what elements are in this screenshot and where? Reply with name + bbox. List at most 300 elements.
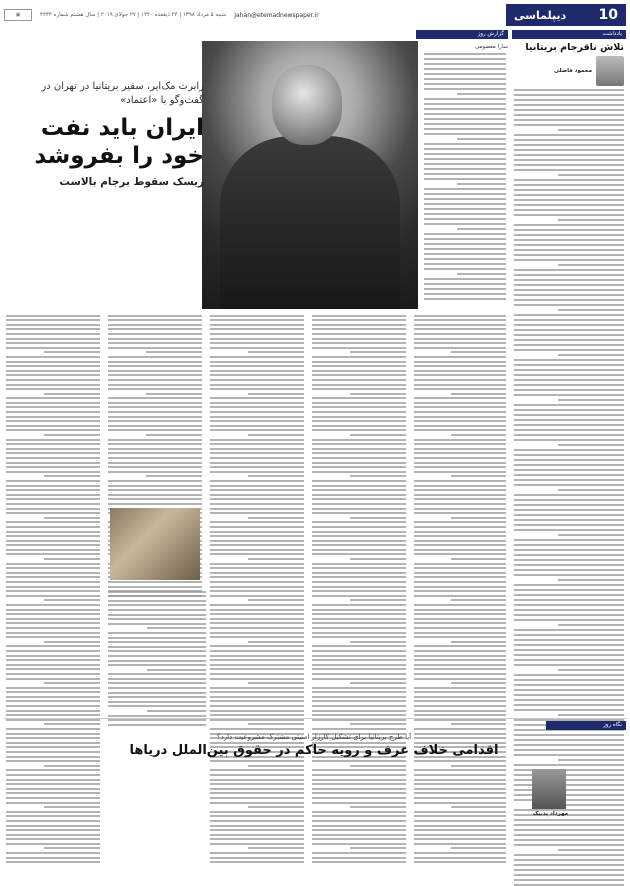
- photo-figure-suit: [220, 136, 400, 309]
- text-line: [414, 553, 506, 555]
- text-line: [108, 333, 202, 335]
- text-line: [514, 834, 624, 836]
- text-line: [558, 354, 624, 356]
- text-line: [312, 338, 406, 340]
- text-line: [210, 347, 304, 349]
- text-line: [514, 164, 624, 166]
- text-line: [108, 365, 202, 367]
- text-line: [6, 696, 100, 698]
- text-line: [414, 673, 506, 675]
- text-line: [210, 563, 304, 565]
- text-line: [6, 595, 100, 597]
- text-line: [414, 627, 506, 629]
- text-line: [312, 696, 406, 698]
- text-line: [6, 338, 100, 340]
- text-line: [514, 604, 624, 606]
- feature-byline: سارا معصومی: [475, 44, 508, 50]
- text-line: [312, 347, 406, 349]
- text-line: [210, 324, 304, 326]
- text-line: [414, 595, 506, 597]
- text-line: [6, 315, 100, 317]
- text-line: [514, 654, 624, 656]
- text-line: [558, 669, 624, 671]
- text-line: [514, 204, 624, 206]
- text-line: [210, 498, 304, 500]
- text-line: [414, 710, 506, 712]
- text-line: [312, 710, 406, 712]
- text-line: [108, 374, 202, 376]
- text-line: [210, 429, 304, 431]
- text-line: [210, 397, 304, 399]
- text-line: [6, 521, 100, 523]
- text-line: [44, 558, 100, 560]
- text-line: [514, 374, 624, 376]
- text-line: [424, 108, 506, 110]
- text-line: [514, 154, 624, 156]
- text-line: [414, 540, 506, 542]
- text-line: [514, 89, 624, 91]
- text-line: [514, 259, 624, 261]
- text-line: [210, 590, 304, 592]
- text-line: [312, 659, 406, 661]
- page-number: 10: [598, 7, 618, 23]
- text-line: [44, 393, 100, 395]
- text-line: [108, 715, 206, 717]
- text-line: [414, 429, 506, 431]
- text-line: [414, 586, 506, 588]
- text-line: [44, 682, 100, 684]
- text-line: [424, 173, 506, 175]
- text-line: [451, 641, 506, 643]
- text-line: [424, 113, 506, 115]
- header-url[interactable]: Jahan@etemadnewspaper.ir: [234, 11, 319, 19]
- text-line: [210, 636, 304, 638]
- text-line: [312, 852, 406, 854]
- feature-headline: ایران باید نفت خود را بفروشد: [34, 115, 204, 169]
- text-line: [312, 691, 406, 693]
- text-line: [414, 397, 506, 399]
- text-line: [424, 218, 506, 220]
- text-line: [6, 622, 100, 624]
- text-line: [108, 637, 206, 639]
- text-line: [514, 449, 624, 451]
- text-line: [210, 820, 304, 822]
- text-line: [6, 411, 100, 413]
- text-line: [210, 406, 304, 408]
- text-line: [210, 443, 304, 445]
- text-column-5: [412, 312, 508, 712]
- text-line: [514, 474, 624, 476]
- text-line: [210, 457, 304, 459]
- text-line: [424, 68, 506, 70]
- text-line: [6, 361, 100, 363]
- text-line: [312, 535, 406, 537]
- text-line: [210, 586, 304, 588]
- text-line: [210, 613, 304, 615]
- text-line: [514, 639, 624, 641]
- text-line: [210, 521, 304, 523]
- text-line: [210, 402, 304, 404]
- header-meta: [4, 9, 506, 21]
- text-line: [514, 124, 624, 126]
- text-line: [514, 364, 624, 366]
- text-line: [312, 595, 406, 597]
- text-line: [414, 319, 506, 321]
- text-line: [6, 857, 100, 859]
- text-line: [424, 208, 506, 210]
- text-line: [514, 634, 624, 636]
- text-line: [6, 668, 100, 670]
- text-line: [414, 576, 506, 578]
- text-line: [44, 351, 100, 353]
- text-line: [44, 847, 100, 849]
- text-line: [108, 416, 202, 418]
- text-line: [424, 188, 506, 190]
- text-line: [414, 843, 506, 845]
- text-line: [514, 194, 624, 196]
- text-line: [248, 641, 304, 643]
- text-line: [210, 439, 304, 441]
- text-line: [108, 701, 206, 703]
- text-line: [108, 425, 202, 427]
- text-line: [312, 655, 406, 657]
- text-line: [424, 128, 506, 130]
- text-line: [414, 700, 506, 702]
- text-line: [210, 356, 304, 358]
- text-line: [312, 604, 406, 606]
- text-line: [514, 234, 624, 236]
- text-line: [6, 397, 100, 399]
- text-line: [424, 253, 506, 255]
- text-line: [108, 489, 202, 491]
- text-line: [312, 416, 406, 418]
- text-line: [312, 673, 406, 675]
- text-line: [457, 138, 506, 140]
- text-line: [514, 869, 624, 871]
- text-line: [514, 699, 624, 701]
- text-line: [248, 847, 304, 849]
- text-line: [424, 118, 506, 120]
- text-line: [424, 103, 506, 105]
- text-line: [312, 618, 406, 620]
- text-line: [6, 471, 100, 473]
- text-line: [514, 514, 624, 516]
- text-line: [424, 63, 506, 65]
- text-line: [424, 58, 506, 60]
- text-line: [6, 563, 100, 565]
- text-line: [312, 861, 406, 863]
- text-line: [414, 324, 506, 326]
- text-line: [514, 614, 624, 616]
- text-line: [312, 563, 406, 565]
- text-line: [210, 843, 304, 845]
- text-line: [414, 388, 506, 390]
- text-line: [414, 618, 506, 620]
- text-line: [514, 439, 624, 441]
- text-line: [424, 293, 506, 295]
- text-line: [6, 834, 100, 836]
- text-line: [108, 466, 202, 468]
- text-line: [108, 480, 202, 482]
- text-line: [558, 489, 624, 491]
- text-line: [6, 425, 100, 427]
- text-line: [108, 347, 202, 349]
- text-line: [108, 319, 202, 321]
- text-line: [210, 333, 304, 335]
- text-line: [414, 852, 506, 854]
- text-line: [312, 365, 406, 367]
- text-line: [108, 402, 202, 404]
- text-line: [350, 393, 406, 395]
- text-line: [514, 349, 624, 351]
- text-line: [210, 471, 304, 473]
- feature-kicker: رابرت مک‌ایر، سفیر بریتانیا در تهران در گفت‌وگو با «اعتماد»: [41, 81, 204, 106]
- text-line: [108, 448, 202, 450]
- text-line: [312, 632, 406, 634]
- text-line: [514, 389, 624, 391]
- text-line: [414, 508, 506, 510]
- text-line: [514, 319, 624, 321]
- text-line: [414, 452, 506, 454]
- text-line: [312, 480, 406, 482]
- text-line: [312, 429, 406, 431]
- text-line: [108, 328, 202, 330]
- text-line: [514, 564, 624, 566]
- text-line: [514, 224, 624, 226]
- text-line: [6, 655, 100, 657]
- text-line: [350, 599, 406, 601]
- text-line: [210, 825, 304, 827]
- text-line: [108, 443, 202, 445]
- text-line: [6, 448, 100, 450]
- text-line: [6, 710, 100, 712]
- text-line: [514, 274, 624, 276]
- text-line: [312, 531, 406, 533]
- text-line: [414, 687, 506, 689]
- text-line: [6, 319, 100, 321]
- text-line: [108, 406, 202, 408]
- text-line: [514, 434, 624, 436]
- text-line: [514, 469, 624, 471]
- text-line: [414, 678, 506, 680]
- text-line: [210, 700, 304, 702]
- text-line: [514, 694, 624, 696]
- text-line: [457, 183, 506, 185]
- text-line: [414, 829, 506, 831]
- text-line: [210, 388, 304, 390]
- text-line: [147, 710, 206, 712]
- text-line: [210, 315, 304, 317]
- text-line: [6, 632, 100, 634]
- text-line: [514, 429, 624, 431]
- text-line: [514, 109, 624, 111]
- text-line: [6, 462, 100, 464]
- text-line: [312, 838, 406, 840]
- text-line: [210, 673, 304, 675]
- text-line: [108, 498, 202, 500]
- text-line: [414, 402, 506, 404]
- text-line: [451, 682, 506, 684]
- section-title: دیپلماسی: [514, 8, 567, 22]
- text-line: [312, 521, 406, 523]
- text-line: [414, 443, 506, 445]
- text-line: [44, 599, 100, 601]
- text-line: [108, 692, 206, 694]
- text-line: [558, 399, 624, 401]
- text-line: [108, 384, 202, 386]
- text-line: [414, 342, 506, 344]
- text-line: [312, 622, 406, 624]
- text-line: [108, 705, 206, 707]
- text-line: [6, 645, 100, 647]
- text-line: [312, 825, 406, 827]
- text-line: [312, 700, 406, 702]
- text-line: [108, 660, 206, 662]
- text-line: [312, 636, 406, 638]
- text-line: [312, 668, 406, 670]
- text-line: [210, 503, 304, 505]
- text-line: [414, 861, 506, 863]
- text-column-4: [310, 312, 408, 712]
- ambassador-photo: [202, 41, 418, 309]
- text-line: [514, 709, 624, 711]
- text-line: [424, 223, 506, 225]
- text-line: [514, 659, 624, 661]
- text-line: [248, 599, 304, 601]
- text-line: [6, 402, 100, 404]
- text-line: [514, 854, 624, 856]
- text-line: [514, 829, 624, 831]
- text-line: [558, 849, 624, 851]
- text-line: [514, 304, 624, 306]
- text-line: [414, 480, 506, 482]
- text-line: [6, 829, 100, 831]
- text-line: [414, 636, 506, 638]
- text-line: [514, 179, 624, 181]
- interview-body: [4, 312, 508, 712]
- text-line: [210, 581, 304, 583]
- text-line: [414, 705, 506, 707]
- text-line: [514, 559, 624, 561]
- text-line: [108, 420, 202, 422]
- text-line: [414, 563, 506, 565]
- text-line: [312, 834, 406, 836]
- text-line: [424, 168, 506, 170]
- text-line: [414, 347, 506, 349]
- text-line: [6, 388, 100, 390]
- text-line: [451, 558, 506, 560]
- text-line: [514, 209, 624, 211]
- text-line: [414, 613, 506, 615]
- text-line: [210, 838, 304, 840]
- text-line: [558, 219, 624, 221]
- text-line: [414, 655, 506, 657]
- text-line: [312, 374, 406, 376]
- text-line: [248, 434, 304, 436]
- text-line: [414, 466, 506, 468]
- text-line: [6, 687, 100, 689]
- text-line: [210, 540, 304, 542]
- text-line: [44, 475, 100, 477]
- text-line: [424, 148, 506, 150]
- text-line: [210, 622, 304, 624]
- text-line: [210, 342, 304, 344]
- text-line: [424, 298, 506, 300]
- text-line: [108, 604, 206, 606]
- text-line: [6, 586, 100, 588]
- text-line: [6, 439, 100, 441]
- text-line: [514, 289, 624, 291]
- text-line: [414, 494, 506, 496]
- text-line: [312, 402, 406, 404]
- text-line: [108, 388, 202, 390]
- text-line: [6, 328, 100, 330]
- text-line: [514, 99, 624, 101]
- text-line: [514, 384, 624, 386]
- text-line: [414, 411, 506, 413]
- text-line: [312, 645, 406, 647]
- text-line: [514, 284, 624, 286]
- text-line: [6, 480, 100, 482]
- text-column-1: [4, 312, 102, 712]
- text-line: [414, 379, 506, 381]
- text-line: [514, 629, 624, 631]
- text-line: [6, 659, 100, 661]
- text-line: [108, 673, 206, 675]
- opinion-author: [514, 56, 624, 86]
- text-line: [514, 314, 624, 316]
- text-line: [414, 512, 506, 514]
- text-line: [514, 519, 624, 521]
- text-line: [6, 843, 100, 845]
- text-line: [424, 258, 506, 260]
- text-line: [514, 339, 624, 341]
- feature-intro-text: [424, 53, 506, 300]
- text-line: [414, 696, 506, 698]
- text-line: [210, 604, 304, 606]
- text-line: [108, 646, 206, 648]
- text-line: [108, 678, 206, 680]
- text-line: [312, 494, 406, 496]
- text-line: [414, 485, 506, 487]
- text-line: [451, 393, 506, 395]
- text-line: [312, 319, 406, 321]
- text-line: [210, 411, 304, 413]
- text-line: [146, 475, 202, 477]
- text-line: [6, 590, 100, 592]
- text-line: [414, 825, 506, 827]
- text-line: [6, 443, 100, 445]
- text-line: [414, 457, 506, 459]
- text-line: [210, 485, 304, 487]
- text-line: [210, 384, 304, 386]
- text-line: [108, 623, 206, 625]
- text-line: [350, 475, 406, 477]
- text-line: [514, 134, 624, 136]
- text-line: [514, 299, 624, 301]
- text-line: [312, 503, 406, 505]
- bottom-headline: اقدامی خلاف عرف و رویه حاکم در حقوق بین‌الملل دریاها: [129, 743, 499, 758]
- text-line: [424, 163, 506, 165]
- text-line: [514, 114, 624, 116]
- text-line: [108, 457, 202, 459]
- text-line: [210, 595, 304, 597]
- feature-headline-block: [4, 80, 204, 188]
- text-line: [210, 420, 304, 422]
- text-line: [210, 319, 304, 321]
- text-line: [424, 238, 506, 240]
- text-line: [514, 244, 624, 246]
